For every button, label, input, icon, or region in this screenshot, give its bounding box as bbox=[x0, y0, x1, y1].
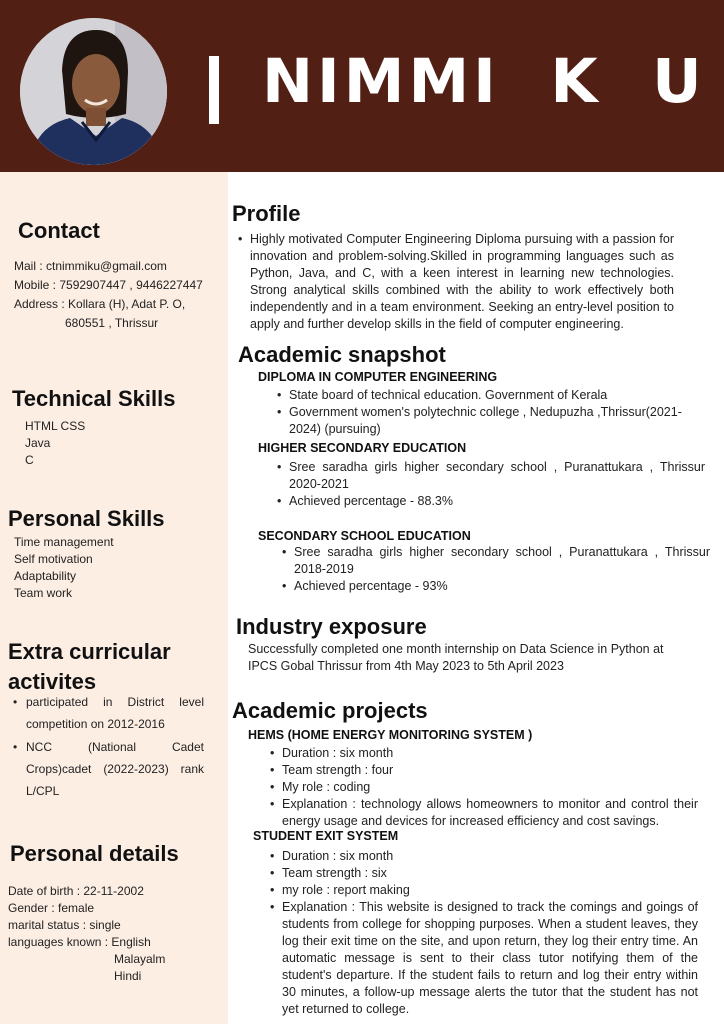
personal-details-title: Personal details bbox=[10, 841, 179, 866]
academic-title: Academic snapshot bbox=[238, 342, 446, 367]
personal-skills-list bbox=[14, 534, 114, 602]
language-item: Malayalm bbox=[114, 952, 166, 966]
exit-system-list bbox=[270, 848, 698, 1018]
marital-status: marital status : single bbox=[8, 918, 121, 932]
languages-known: languages known : English bbox=[8, 935, 151, 949]
list-item: • my role : report making bbox=[270, 882, 698, 899]
secondary-list bbox=[282, 544, 710, 595]
language-item: Hindi bbox=[114, 969, 142, 983]
list-item: • participated in District level competition on 2012-2016 bbox=[8, 691, 204, 735]
personal-details-list bbox=[8, 883, 165, 985]
contact-mail: Mail : ctnimmiku@gmail.com bbox=[14, 259, 167, 273]
contact-title: Contact bbox=[18, 218, 100, 243]
industry-text: Successfully completed one month internship on Data Science in Python at IPCS Gobal Thrissur from 4th May 2023 to 5th April 2023 bbox=[248, 642, 664, 673]
projects-title: Academic projects bbox=[232, 698, 428, 723]
profile-title: Profile bbox=[232, 201, 301, 226]
technical-skills-title: Technical Skills bbox=[12, 386, 176, 411]
list-item: • Achieved percentage - 88.3% bbox=[277, 493, 705, 510]
skill-item: Java bbox=[25, 436, 51, 450]
skill-item: Time management bbox=[14, 535, 114, 549]
gender: Gender : female bbox=[8, 901, 95, 915]
list-item: • Sree saradha girls higher secondary school , Puranattukara , Thrissur 2020-2021 bbox=[277, 459, 705, 493]
industry-title: Industry exposure bbox=[236, 614, 427, 639]
diploma-heading: DIPLOMA IN COMPUTER ENGINEERING bbox=[258, 370, 498, 384]
list-item: • Explanation : technology allows homeowners to monitor and control their energy usage and devices for increased efficiency and cost savings. bbox=[270, 796, 698, 830]
technical-skills-list bbox=[25, 418, 85, 469]
list-item: • Sree saradha girls higher secondary school , Puranattukara , Thrissur 2018-2019 bbox=[282, 544, 710, 578]
hems-list bbox=[270, 745, 698, 830]
higher-secondary-heading: HIGHER SECONDARY EDUCATION bbox=[258, 441, 467, 455]
list-item: • Duration : six month bbox=[270, 848, 698, 865]
secondary-heading: SECONDARY SCHOOL EDUCATION bbox=[258, 529, 471, 543]
extra-curricular-title: Extra curricular activites bbox=[8, 639, 171, 694]
extra-curricular-list bbox=[8, 691, 204, 803]
person-photo-icon bbox=[20, 18, 167, 165]
skill-item: Adaptability bbox=[14, 569, 77, 583]
contact-address-line2: 680551 , Thrissur bbox=[65, 316, 159, 330]
skill-item: C bbox=[25, 453, 34, 467]
list-item: • Achieved percentage - 93% bbox=[282, 578, 710, 595]
diploma-list bbox=[277, 387, 705, 438]
exit-system-heading: STUDENT EXIT SYSTEM bbox=[253, 829, 399, 843]
personal-skills-title: Personal Skills bbox=[8, 506, 165, 531]
header-banner bbox=[0, 0, 724, 172]
list-item: • NCC (National Cadet Crops)cadet (2022-2023) rank L/CPL bbox=[8, 736, 204, 802]
list-item: • My role : coding bbox=[270, 779, 698, 796]
candidate-name: NIMMI K U bbox=[262, 46, 706, 117]
list-item: • Government women's polytechnic college , Nedupuzha ,Thrissur(2021-2024) (pursuing) bbox=[277, 404, 705, 438]
profile-text: • Highly motivated Computer Engineering Diploma pursuing with a passion for innovation and problem-solving.Skilled in programming languages such as Python, Java, and C, with a keen interest in learning new technologies. Strong analytical skills combined with the ability to work effectively both independently and in a team environment. Seeking an entry-level position to apply and further develop skills in the field of computer engineering. bbox=[238, 231, 674, 333]
skill-item: HTML CSS bbox=[25, 419, 86, 433]
skill-item: Team work bbox=[14, 586, 73, 600]
dob: Date of birth : 22-11-2002 bbox=[8, 884, 144, 898]
list-item: • Team strength : six bbox=[270, 865, 698, 882]
skill-item: Self motivation bbox=[14, 552, 93, 566]
higher-secondary-list bbox=[277, 459, 705, 510]
list-item: • Explanation : This website is designed to track the comings and goings of students from college for shopping purposes. When a student leaves, they log their exit time on the site, and upon return, they log their entry time. An automatic message is sent to their class tutor notifying them of the student's departure. If the student fails to return and log their entry within 30 minutes, a follow-up message alerts the tutor that the student has not yet returned to college. bbox=[270, 899, 698, 1018]
contact-mobile: Mobile : 7592907447 , 9446227447 bbox=[14, 278, 203, 292]
header-divider bbox=[209, 56, 219, 124]
list-item: • Duration : six month bbox=[270, 745, 698, 762]
hems-heading: HEMS (HOME ENERGY MONITORING SYSTEM ) bbox=[248, 728, 533, 742]
profile-photo bbox=[20, 18, 167, 165]
contact-details bbox=[14, 258, 203, 332]
list-item: • Team strength : four bbox=[270, 762, 698, 779]
contact-address: Address : Kollara (H), Adat P. O, bbox=[14, 297, 186, 311]
list-item: • State board of technical education. Government of Kerala bbox=[277, 387, 705, 404]
